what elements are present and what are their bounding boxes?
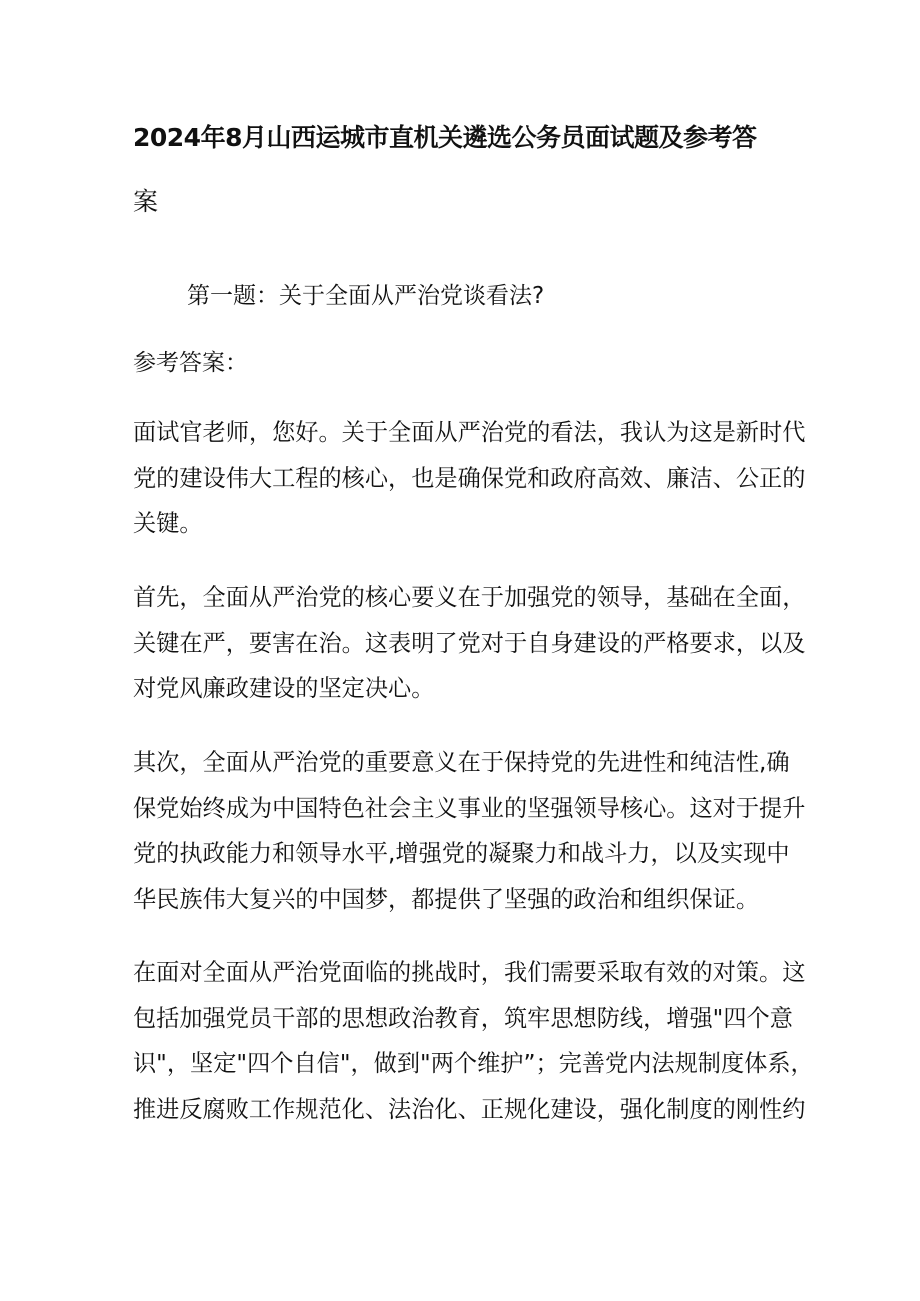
paragraph-line: 党的执政能力和领导水平,增强党的凝聚力和战斗力，以及实现中 xyxy=(133,840,790,867)
answer-label: 参考答案： xyxy=(133,350,248,376)
question-heading: 第一题：关于全面从严治党谈看法? xyxy=(187,283,545,309)
paragraph-line: 对党风廉政建设的坚定决心。 xyxy=(133,675,435,702)
paragraph-line: 首先，全面从严治党的核心要义在于加强党的领导，基础在全面， xyxy=(133,584,806,611)
paragraph-first-point xyxy=(133,575,813,712)
paragraph-line: 面试官老师，您好。关于全面从严治党的看法，我认为这是新时代 xyxy=(133,419,806,446)
document-title xyxy=(133,106,773,234)
paragraph-line: 党的建设伟大工程的核心，也是确保党和政府高效、廉洁、公正的 xyxy=(133,464,806,492)
paragraph-second-point xyxy=(133,740,813,922)
paragraph-line: 华民族伟大复兴的中国梦，都提供了坚强的政治和组织保证。 xyxy=(133,885,760,913)
paragraph-line: 其次，全面从严治党的重要意义在于保持党的先进性和纯洁性,确 xyxy=(133,749,790,776)
paragraph-line: 推进反腐败工作规范化、法治化、正规化建设，强化制度的刚性约 xyxy=(133,1095,806,1123)
paragraph-line: 保党始终成为中国特色社会主义事业的坚强领导核心。这对于提升 xyxy=(133,794,806,822)
paragraph-line: 在面对全面从严治党面临的挑战时，我们需要采取有效的对策。这 xyxy=(133,959,806,986)
paragraph-line: 包括加强党员干部的思想政治教育，筑牢思想防线，增强"四个意 xyxy=(133,1004,793,1032)
title-line-2: 案 xyxy=(133,187,158,216)
paragraph-line: 关键。 xyxy=(133,510,203,537)
paragraph-intro xyxy=(133,410,813,547)
title-line-1: 2024年8月山西运城市直机关遴选公务员面试题及参考答 xyxy=(133,123,757,152)
paragraph-line: 识"，坚定"四个自信"，做到"两个维护”；完善党内法规制度体系， xyxy=(133,1050,814,1077)
paragraph-line: 关键在严，要害在治。这表明了党对于自身建设的严格要求，以及 xyxy=(133,629,806,657)
paragraph-countermeasures xyxy=(133,950,813,1132)
